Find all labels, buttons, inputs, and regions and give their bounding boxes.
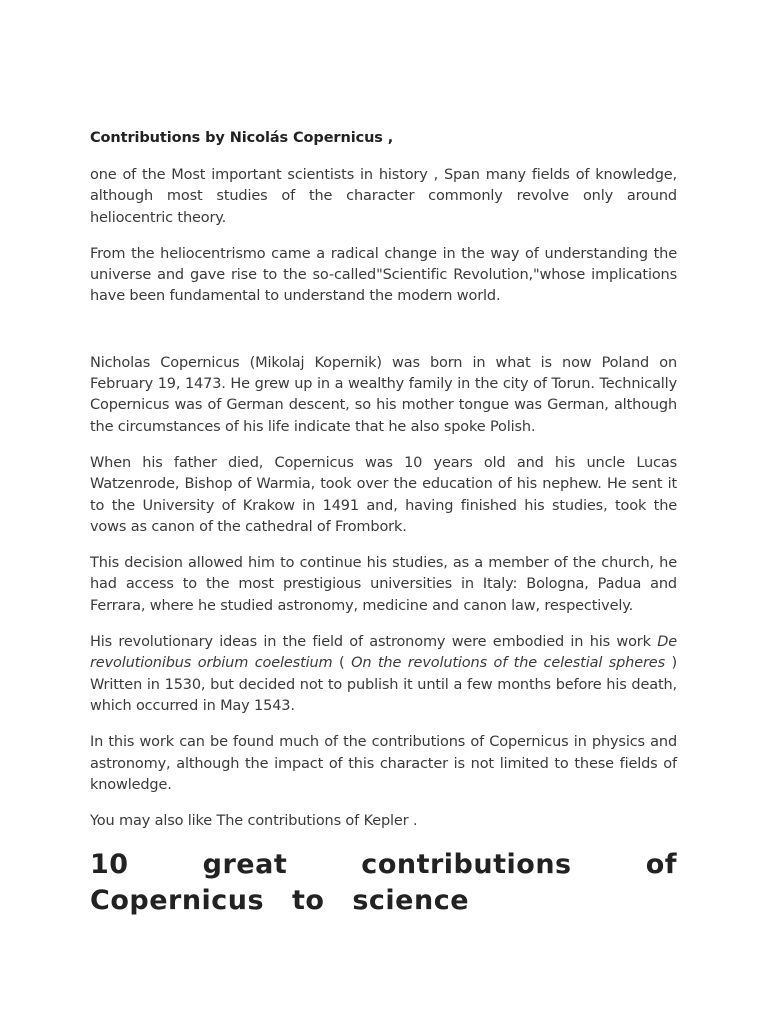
biography-paragraph-3: This decision allowed him to continue his studies, as a member of the church, he had access to the most prestigious universities in Italy: Bologna, Padua and Ferrara, where he studied astronomy, medicine and canon law, respectively. — [90, 555, 677, 614]
document-page — [90, 128, 677, 919]
intro-paragraph-1: one of the Most important scientists in history , Span many fields of knowledge, although most studies of the character commonly revolve only around heliocentric theory. — [90, 167, 677, 226]
biography-paragraph-1: Nicholas Copernicus (Mikolaj Kopernik) was born in what is now Poland on February 19, 1473. He grew up in a wealthy family in the city of Torun. Technically Copernicus was of German descent, so his mother tongue was German, although the circumstances of his life indicate that he also spoke Polish. — [90, 354, 677, 435]
intro-paragraph-2: From the heliocentrismo came a radical change in the way of understanding the universe and gave rise to the so-called"Scientific Revolution,"whose implications have been fundamental to understand the modern world. — [90, 245, 677, 305]
related-link-paragraph: You may also like The contributions of Kepler . — [90, 813, 418, 830]
work-paren-open: ( — [332, 655, 352, 672]
closing-paragraph: In this work can be found much of the contributions of Copernicus in physics and astronomy, although the impact of this character is not limited to these fields of knowledge. — [90, 734, 677, 793]
section-spacer — [90, 323, 677, 353]
work-paragraph — [90, 632, 677, 717]
work-text-before: His revolutionary ideas in the field of astronomy were embodied in his work — [90, 634, 658, 651]
biography-paragraph-2: When his father died, Copernicus was 10 years old and his uncle Lucas Watzenrode, Bishop of Warmia, took over the education of his nephew. He sent it to the University of Krakow in 1491 and, having finished his studies, took the vows as canon of the cathedral of Frombork. — [90, 454, 677, 535]
work-text-after: ) Written in 1530, but decided not to publish it until a few months before his death, which occurred in May 1543. — [90, 655, 678, 714]
section-heading: 10 great contributions of Copernicus to science — [90, 849, 677, 917]
work-latin-title: De revolutionibus orbium coelestium — [90, 634, 677, 672]
document-title: Contributions by Nicolás Copernicus , — [90, 130, 394, 146]
work-english-title: On the revolutions of the celestial spheres — [351, 655, 665, 672]
